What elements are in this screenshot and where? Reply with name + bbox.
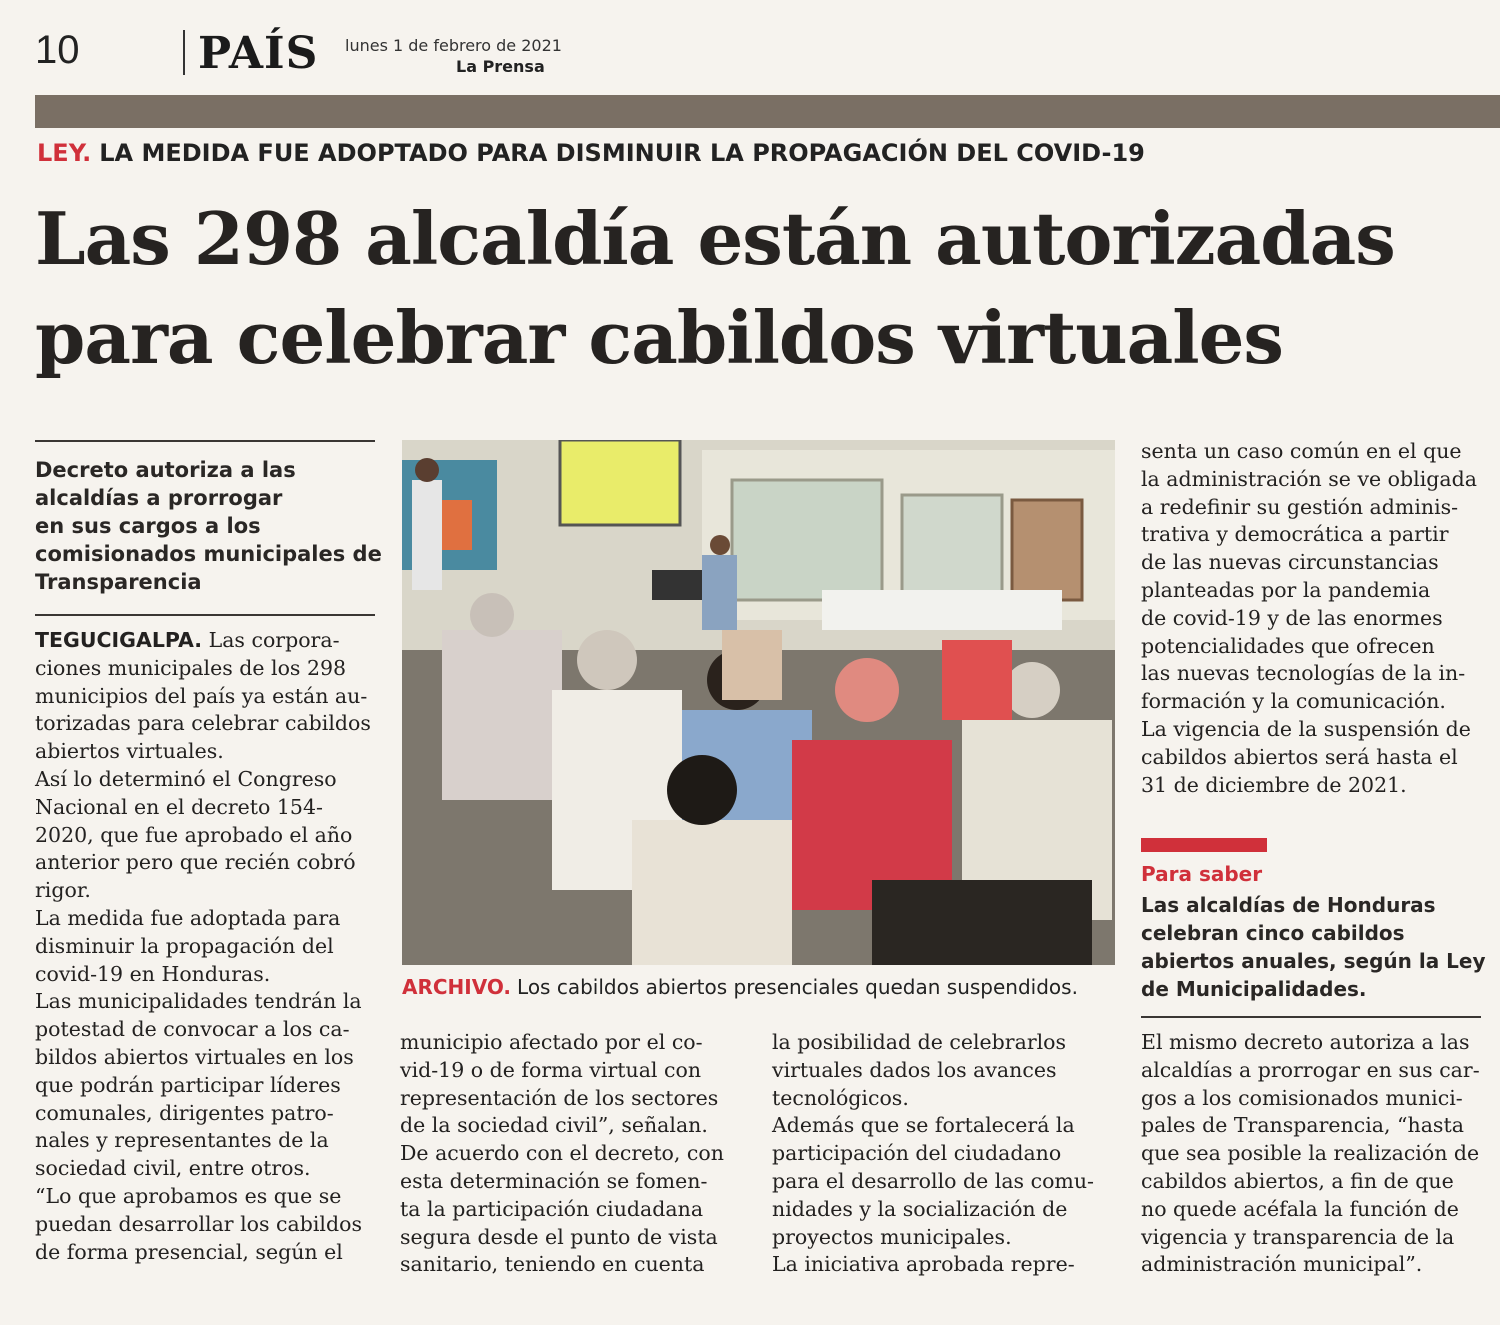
body-line: cabildos abiertos, a fin de que [1141, 1168, 1454, 1193]
body-line: Las municipalidades tendrán la [35, 989, 362, 1014]
para-saber-body [1141, 891, 1486, 1003]
header-bar [35, 95, 1500, 128]
body-line: cabildos abiertos será hasta el [1141, 744, 1458, 769]
para-saber-line: celebran cinco cabildos [1141, 921, 1405, 945]
deck [35, 456, 380, 596]
body-line: nidades y la socialización de [772, 1196, 1068, 1221]
headline-line-2: para celebrar cabildos virtuales [35, 295, 1283, 380]
body-line: de las nuevas circunstancias [1141, 550, 1439, 575]
body-line: alcaldías a prorrogar en sus car- [1141, 1057, 1480, 1082]
section-name: PAÍS [198, 28, 319, 79]
body-line: esta determinación se fomen- [400, 1168, 708, 1193]
photo-caption [402, 975, 1078, 999]
body-line: comunales, dirigentes patro- [35, 1100, 334, 1125]
body-line: sanitario, teniendo en cuenta [400, 1252, 705, 1277]
deck-line: Transparencia [35, 570, 202, 594]
body-line: planteadas por la pandemia [1141, 577, 1431, 602]
body-line: proyectos municipales. [772, 1224, 1012, 1249]
body-column-4-bottom [1141, 1029, 1480, 1279]
body-line: 31 de diciembre de 2021. [1141, 772, 1407, 797]
body-line: la posibilidad de celebrarlos [772, 1030, 1067, 1054]
body-line: participación del ciudadano [772, 1141, 1062, 1166]
deck-top-rule [35, 440, 375, 442]
body-line: La vigencia de la suspensión de [1141, 716, 1471, 741]
header-separator [183, 30, 185, 75]
body-column-4-top [1141, 438, 1477, 799]
deck-line: en sus cargos a los [35, 514, 261, 538]
deck-line: alcaldías a prorrogar [35, 486, 283, 510]
body-line: Así lo determinó el Congreso [35, 766, 337, 791]
article-photo [402, 440, 1115, 965]
body-line: Las corpora- [202, 628, 340, 652]
body-line: De acuerdo con el decreto, con [400, 1141, 724, 1166]
para-saber-rule [1141, 1016, 1481, 1018]
body-line: administración municipal”. [1141, 1252, 1423, 1277]
page-number: 10 [35, 28, 80, 72]
body-line: Además que se fortalecerá la [772, 1113, 1075, 1138]
body-line: para el desarrollo de las comu- [772, 1168, 1094, 1193]
body-line: representación de los sectores [400, 1085, 719, 1110]
body-line: bildos abiertos virtuales en los [35, 1044, 354, 1069]
body-line: de covid-19 y de las enormes [1141, 605, 1443, 630]
kicker-text: LA MEDIDA FUE ADOPTADO PARA DISMINUIR LA PROPAGACIÓN DEL COVID-19 [99, 139, 1145, 167]
body-line: no quede acéfala la función de [1141, 1196, 1459, 1221]
body-column-2 [400, 1029, 724, 1279]
body-line: a redefinir su gestión adminis- [1141, 494, 1459, 519]
body-line: ta la participación ciudadana [400, 1196, 704, 1221]
body-line: que podrán participar líderes [35, 1072, 341, 1097]
body-line: puedan desarrollar los cabildos [35, 1211, 362, 1236]
body-line: gos a los comisionados munici- [1141, 1085, 1463, 1110]
body-line: senta un caso común en el que [1141, 439, 1462, 463]
deck-line: Decreto autoriza a las [35, 458, 296, 482]
para-saber-line: abiertos anuales, según la Ley [1141, 949, 1486, 973]
body-line: nales y representantes de la [35, 1128, 329, 1153]
para-saber-line: Las alcaldías de Honduras [1141, 893, 1436, 917]
body-line: anterior pero que recién cobró [35, 850, 356, 875]
kicker [37, 139, 1145, 167]
body-line: rigor. [35, 878, 91, 903]
body-line: vid-19 o de forma virtual con [400, 1057, 702, 1082]
body-line: potencialidades que ofrecen [1141, 633, 1435, 658]
deck-bottom-rule [35, 614, 375, 616]
body-line: Nacional en el decreto 154- [35, 794, 323, 819]
body-line: la administración se ve obligada [1141, 466, 1477, 491]
body-line: municipio afectado por el co- [400, 1030, 703, 1054]
dateline: TEGUCIGALPA. [35, 628, 203, 652]
body-line: “Lo que aprobamos es que se [35, 1183, 342, 1208]
newspaper-name: La Prensa [456, 57, 545, 76]
body-line: formación y la comunicación. [1141, 689, 1446, 714]
publication-date: lunes 1 de febrero de 2021 [345, 36, 562, 55]
headline-line-1: Las 298 alcaldía están autorizadas [35, 196, 1395, 281]
deck-line: comisionados municipales de [35, 542, 382, 566]
body-line: ciones municipales de los 298 [35, 655, 347, 680]
body-line: abiertos virtuales. [35, 739, 224, 764]
body-line: 2020, que fue aprobado el año [35, 822, 353, 847]
body-line: sociedad civil, entre otros. [35, 1156, 311, 1181]
body-line: disminuir la propagación del [35, 933, 334, 958]
body-line: virtuales dados los avances [772, 1057, 1057, 1082]
para-saber-bar [1141, 838, 1267, 852]
para-saber-title: Para saber [1141, 862, 1263, 886]
body-line: La medida fue adoptada para [35, 905, 341, 930]
body-line: de forma presencial, según el [35, 1239, 343, 1264]
kicker-label: LEY. [37, 139, 92, 167]
body-line: pales de Transparencia, “hasta [1141, 1113, 1464, 1138]
body-line: tecnológicos. [772, 1085, 909, 1110]
body-line: municipios del país ya están au- [35, 683, 368, 708]
caption-label: ARCHIVO. [402, 975, 512, 999]
body-line: potestad de convocar a los ca- [35, 1017, 350, 1042]
body-column-1 [35, 627, 371, 1266]
body-line: segura desde el punto de vista [400, 1224, 718, 1249]
body-column-3 [772, 1029, 1094, 1279]
body-line: vigencia y transparencia de la [1141, 1224, 1455, 1249]
body-line: de la sociedad civil”, señalan. [400, 1113, 708, 1138]
body-line: que sea posible la realización de [1141, 1141, 1480, 1166]
body-line: torizadas para celebrar cabildos [35, 711, 371, 736]
para-saber-line: de Municipalidades. [1141, 977, 1367, 1001]
body-line: las nuevas tecnologías de la in- [1141, 661, 1466, 686]
caption-text: Los cabildos abiertos presenciales quedan suspendidos. [517, 975, 1078, 999]
body-line: El mismo decreto autoriza a las [1141, 1030, 1470, 1054]
body-line: La iniciativa aprobada repre- [772, 1252, 1075, 1277]
body-line: covid-19 en Honduras. [35, 961, 271, 986]
body-line: trativa y democrática a partir [1141, 522, 1449, 547]
